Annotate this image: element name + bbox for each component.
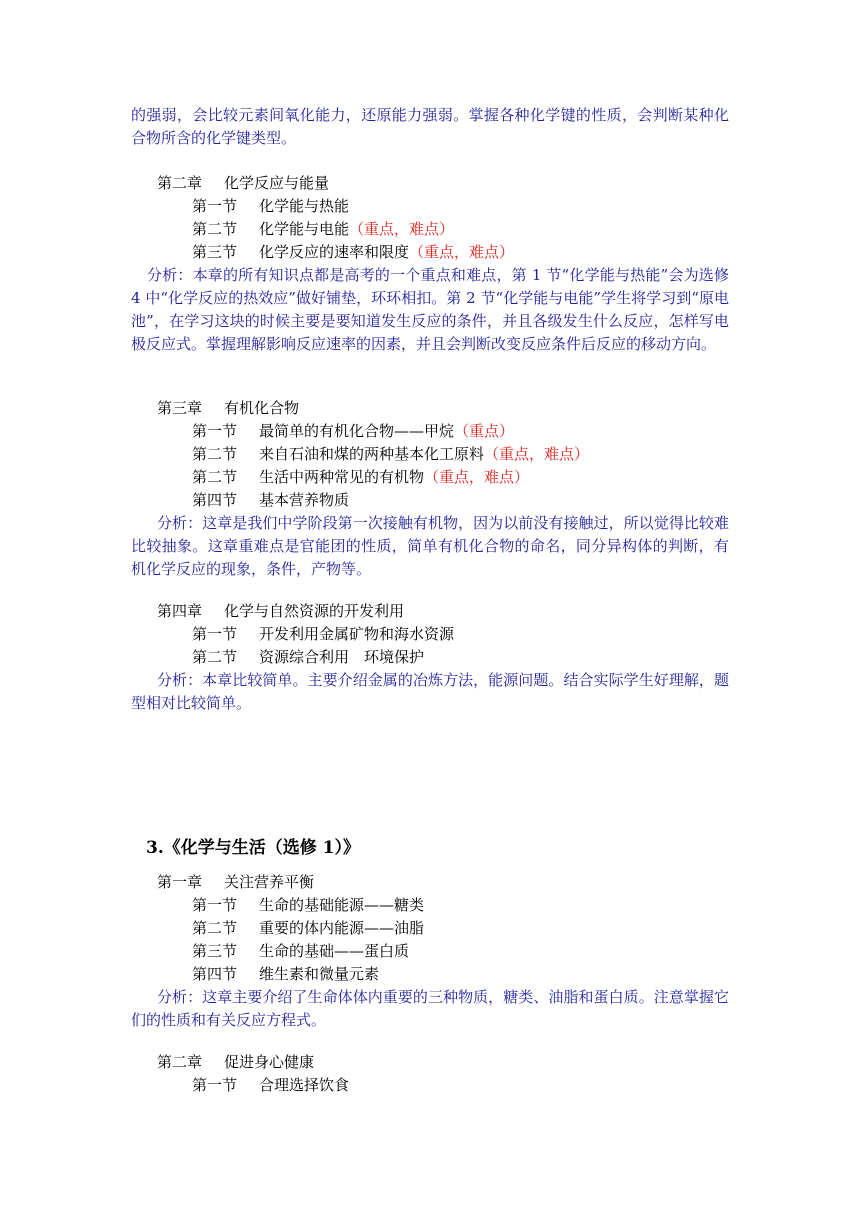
analysis-paragraph: 分析：这章主要介绍了生命体体内重要的三种物质，糖类、油脂和蛋白质。注意掌握它们的性质和有关反应方程式。 <box>131 988 729 1029</box>
chapter-heading: 第四章 化学与自然资源的开发利用 <box>157 602 405 620</box>
section-line: 第三节 化学反应的速率和限度（重点，难点） <box>192 243 515 261</box>
section-line: 第二节 来自石油和煤的两种基本化工原料（重点，难点） <box>192 445 590 463</box>
section-line: 第二节 化学能与电能（重点，难点） <box>192 220 455 238</box>
key-point-mark: （重点，难点） <box>409 243 515 261</box>
section-line: 第一节 最简单的有机化合物——甲烷（重点） <box>192 422 515 440</box>
section-line: 第一节 开发利用金属矿物和海水资源 <box>192 625 455 643</box>
key-point-mark: （重点，难点） <box>484 445 590 463</box>
section-line: 第四节 维生素和微量元素 <box>192 965 380 983</box>
section-line: 第一节 合理选择饮食 <box>192 1076 350 1094</box>
section-line: 第二节 重要的体内能源——油脂 <box>192 919 425 937</box>
section-line: 第一节 生命的基础能源——糖类 <box>192 896 425 914</box>
chapter-heading: 第二章 化学反应与能量 <box>157 174 330 192</box>
chapter-heading: 第二章 促进身心健康 <box>157 1053 315 1071</box>
section-line: 第四节 基本营养物质 <box>192 491 350 509</box>
section-line: 第二节 资源综合利用 环境保护 <box>192 648 425 666</box>
chapter-heading: 第三章 有机化合物 <box>157 399 300 417</box>
chapter-heading: 第一章 关注营养平衡 <box>157 873 315 891</box>
key-point-mark: （重点） <box>454 422 515 440</box>
section-line: 第三节 生命的基础——蛋白质 <box>192 942 410 960</box>
analysis-paragraph: 分析：本章的所有知识点都是高考的一个重点和难点，第 1 节“化学能与热能”会为选修 4 中“化学反应的热效应”做好铺垫，环环相扣。第 2 节“化学能与电能”学生将学习到“原电池”，在学习这块的时候主要是要知道发生反应的条件，并且各级发生什么反应，怎样写电极反应式。掌握理解影响反应速率的因素，并且会判断改变反应条件后反应的移动方向。 <box>131 266 729 353</box>
intro-paragraph: 的强弱，会比较元素间氧化能力，还原能力强弱。掌握各种化学键的性质，会判断某种化合物所含的化学键类型。 <box>131 106 729 147</box>
key-point-mark: （重点，难点） <box>424 468 530 486</box>
key-point-mark: （重点，难点） <box>349 220 455 238</box>
section-line: 第二节 生活中两种常见的有机物（重点，难点） <box>192 468 530 486</box>
book-heading: 3.《化学与生活（选修 1）》 <box>146 838 360 858</box>
section-line: 第一节 化学能与热能 <box>192 197 350 215</box>
analysis-paragraph: 分析：这章是我们中学阶段第一次接触有机物，因为以前没有接触过，所以觉得比较难比较抽象。这章重难点是官能团的性质，简单有机化合物的命名，同分异构体的判断，有机化学反应的现象，条件，产物等。 <box>131 514 729 578</box>
analysis-paragraph: 分析：本章比较简单。主要介绍金属的冶炼方法，能源问题。结合实际学生好理解，题型相对比较简单。 <box>131 671 729 712</box>
